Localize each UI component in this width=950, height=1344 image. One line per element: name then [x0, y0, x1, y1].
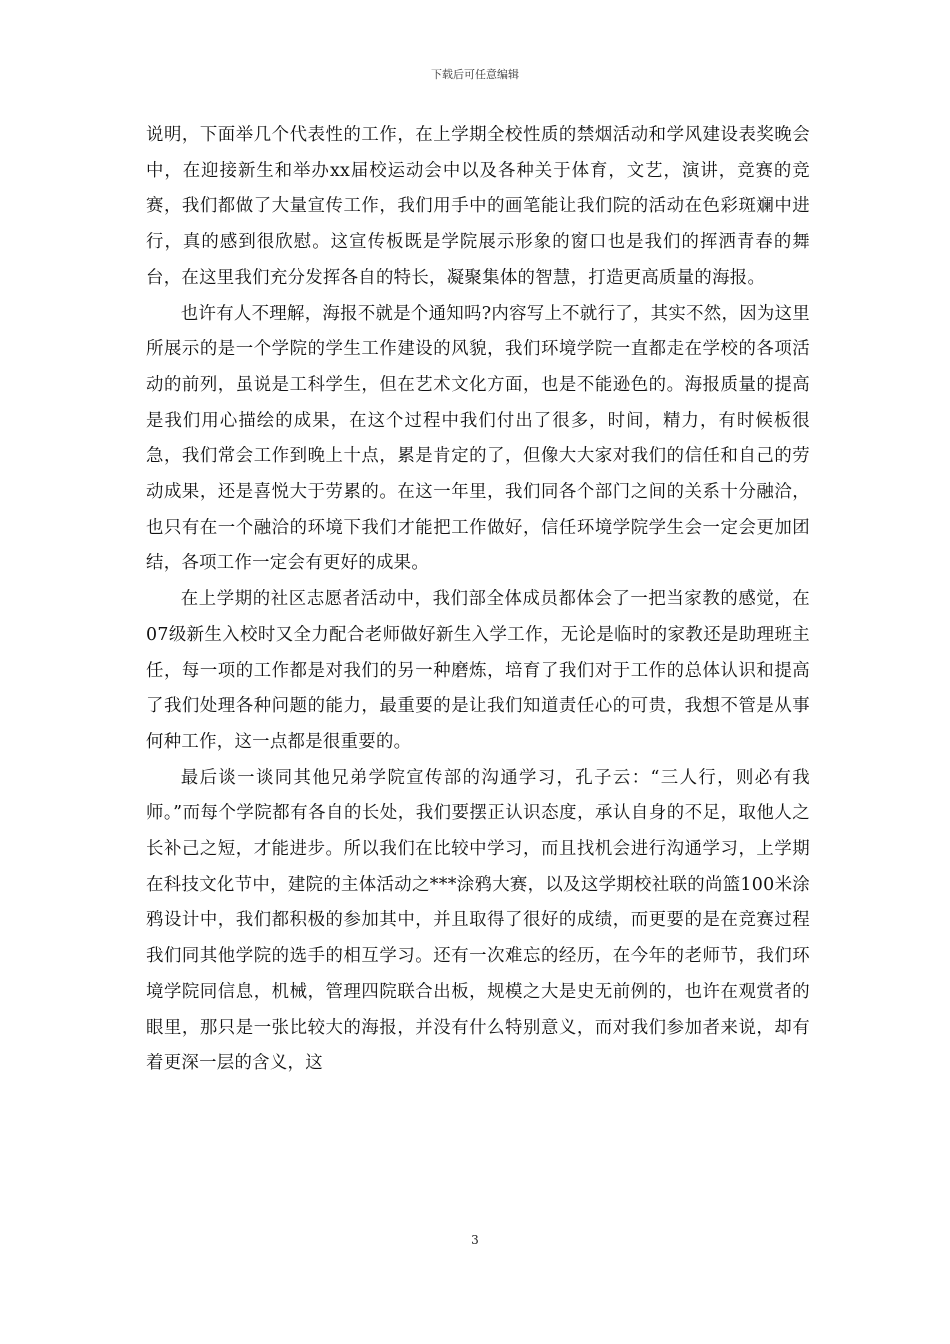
document-body	[146, 118, 810, 1082]
paragraph-4: 最后谈一谈同其他兄弟学院宣传部的沟通学习，孔子云：“三人行，则必有我师。”而每个学院都有各自的长处，我们要摆正认识态度，承认自身的不足，取他人之长补己之短，才能进步。所以我们在比较中学习，而且找机会进行沟通学习，上学期在科技文化节中，建院的主体活动之***涂鸦大赛，以及这学期校社联的尚篮100米涂鸦设计中，我们都积极的参加其中，并且取得了很好的成绩，而更要的是在竞赛过程我们同其他学院的选手的相互学习。还有一次难忘的经历，在今年的老师节，我们环境学院同信息，机械，管理四院联合出板，规模之大是史无前例的，也许在观赏者的眼里，那只是一张比较大的海报，并没有什么特别意义，而对我们参加者来说，却有着更深一层的含义，这	[146, 767, 810, 1074]
paragraph-1: 说明，下面举几个代表性的工作，在上学期全校性质的禁烟活动和学风建设表奖晚会中，在迎接新生和举办xx届校运动会中以及各种关于体育，文艺，演讲，竞赛的竞赛，我们都做了大量宣传工作，我们用手中的画笔能让我们院的活动在色彩斑斓中进行，真的感到很欣慰。这宣传板既是学院展示形象的窗口也是我们的挥洒青春的舞台，在这里我们充分发挥各自的特长，凝聚集体的智慧，打造更高质量的海报。	[146, 125, 810, 288]
paragraph-2: 也许有人不理解，海报不就是个通知吗?内容写上不就行了，其实不然，因为这里所展示的是一个学院的学生工作建设的风貌，我们环境学院一直都走在学校的各项活动的前列，虽说是工科学生，但在艺术文化方面，也是不能逊色的。海报质量的提高是我们用心描绘的成果，在这个过程中我们付出了很多，时间，精力，有时候板很急，我们常会工作到晚上十点，累是肯定的了，但像大大家对我们的信任和自己的劳动成果，还是喜悦大于劳累的。在这一年里，我们同各个部门之间的关系十分融洽，也只有在一个融洽的环境下我们才能把工作做好，信任环境学院学生会一定会更加团结，各项工作一定会有更好的成果。	[146, 303, 810, 574]
paragraph-3: 在上学期的社区志愿者活动中，我们部全体成员都体会了一把当家教的感觉，在07级新生入校时又全力配合老师做好新生入学工作，无论是临时的家教还是助理班主任，每一项的工作都是对我们的另一种磨炼，培育了我们对于工作的总体认识和提高了我们处理各种问题的能力，最重要的是让我们知道责任心的可贵，我想不管是从事何种工作，这一点都是很重要的。	[146, 589, 810, 752]
page-header: 下载后可任意编辑	[431, 68, 519, 81]
page-number: 3	[471, 1233, 479, 1247]
